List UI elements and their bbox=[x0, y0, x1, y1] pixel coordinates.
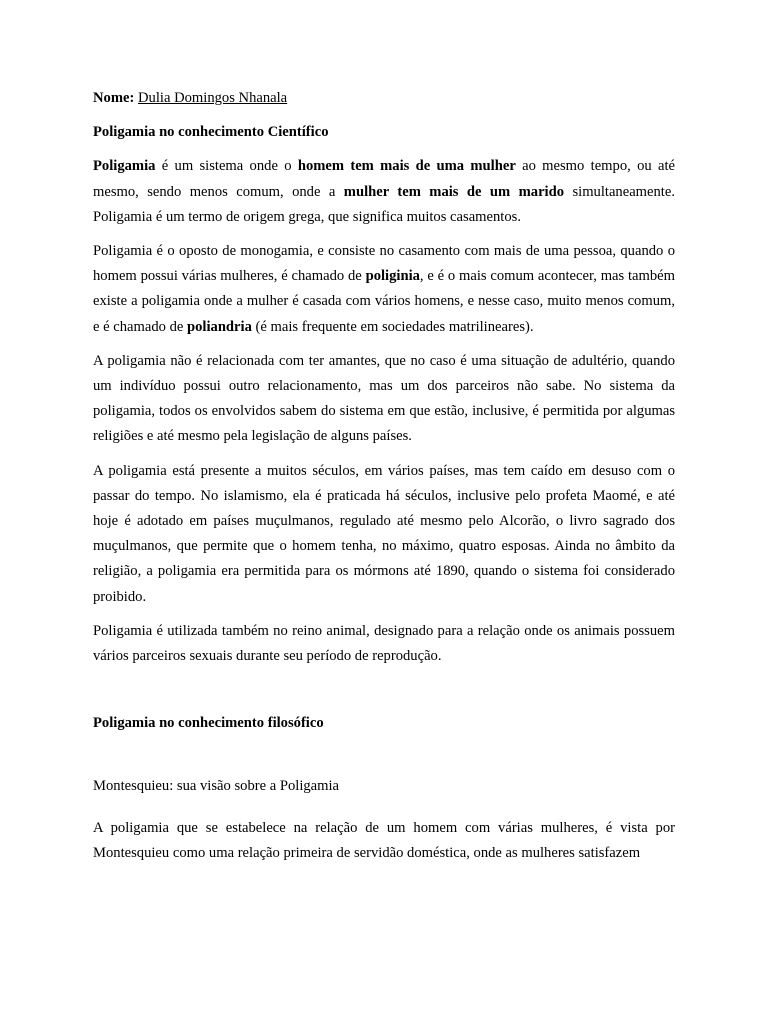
p2-term-poliginia: poliginia bbox=[365, 268, 420, 285]
p2-term-poliandria: poliandria bbox=[187, 318, 252, 335]
p1-term: Poligamia bbox=[93, 158, 156, 175]
paragraph-definition bbox=[93, 154, 675, 230]
subsection-title-montesquieu: Montesquieu: sua visão sobre a Poligamia bbox=[93, 778, 340, 795]
p1-text-c: simultaneamente. Poligamia é um termo de origem grega, que significa muitos casamentos. bbox=[93, 183, 675, 225]
p2-text-a: Poligamia é o oposto de monogamia, e consiste no casamento com mais de uma pessoa, quando o homem possui várias mulheres, é chamado de bbox=[93, 243, 675, 285]
p1-text-a: é um sistema onde o bbox=[155, 158, 298, 175]
section-title-scientific: Poligamia no conhecimento Científico bbox=[93, 124, 329, 141]
p1-emphasis-b: mulher tem mais de um marido bbox=[343, 183, 565, 200]
p1-text-b: ao mesmo tempo, ou até mesmo, sendo menos comum, onde a bbox=[93, 158, 675, 200]
p1-emphasis-a: homem tem mais de uma mulher bbox=[297, 158, 516, 175]
name-label: Nome: bbox=[93, 90, 135, 106]
section-title-philosophical: Poligamia no conhecimento filosófico bbox=[93, 715, 324, 732]
author-name: Dulia Domingos Nhanala bbox=[138, 90, 288, 106]
p2-text-b: , e é o mais comum acontecer, mas também existe a poligamia onde a mulher é casada com vários homens, e nesse caso, muito menos comum, e é chamado de bbox=[93, 268, 676, 335]
p2-text-c: (é mais frequente em sociedades matrilineares). bbox=[251, 318, 534, 335]
paragraph-animal-kingdom: Poligamia é utilizada também no reino animal, designado para a relação onde os animais possuem vários parceiros sexuais durante seu período de reprodução. bbox=[93, 622, 675, 665]
paragraph-monogamy bbox=[93, 239, 675, 340]
paragraph-montesquieu: A poligamia que se estabelece na relação de um homem com várias mulheres, é vista por Montesquieu como uma relação primeira de servidão doméstica, onde as mulheres satisfazem bbox=[93, 819, 675, 861]
paragraph-history: A poligamia está presente a muitos séculos, em vários países, mas tem caído em desuso com o passar do tempo. No islamismo, ela é praticada há séculos, inclusive pelo profeta Maomé, e até hoje é adotado em países muçulmanos, regulado até mesmo pelo Alcorão, o livro sagrado dos muçulmanos, que permite que o homem tenha, no máximo, quatro esposas. Ainda no âmbito da religião, a poligamia era permitida para os mórmons até 1890, quando o sistema foi considerado proibido. bbox=[93, 462, 675, 605]
author-line bbox=[93, 86, 675, 111]
paragraph-adultery: A poligamia não é relacionada com ter amantes, que no caso é uma situação de adultério, quando um indivíduo possui outro relacionamento, mas um dos parceiros não sabe. No sistema da poligamia, todos os envolvidos sabem do sistema em que estão, inclusive, é permitida por algumas religiões e até mesmo pela legislação de alguns países. bbox=[93, 352, 675, 445]
document-page bbox=[93, 86, 675, 866]
